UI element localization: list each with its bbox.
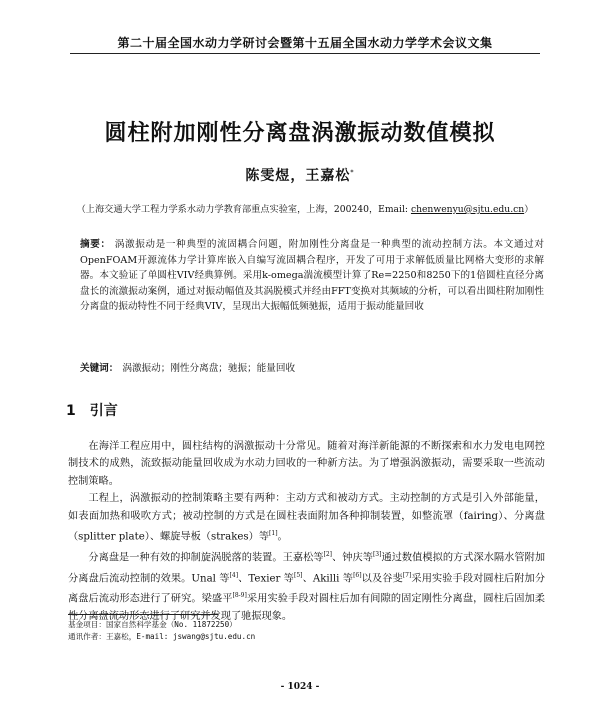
citation-ref: [8-9]	[232, 592, 247, 600]
author-line	[40, 165, 560, 185]
p3-text-b: 、钟庆等	[332, 552, 373, 564]
citation-ref: [4]	[229, 571, 239, 579]
running-header: 第二十届全国水动力学研讨会暨第十五届全国水动力学学术会议文集	[117, 36, 493, 50]
keywords-label: 关键词：	[80, 363, 119, 374]
citation-ref: [1]	[269, 530, 278, 538]
email-link[interactable]: chenwenyu@sjtu.edu.cn	[410, 204, 525, 215]
header-rule	[70, 53, 540, 54]
abstract-label: 摘要：	[80, 239, 111, 250]
keywords-text: 涡激振动；刚性分离盘；驰振；能量回收	[122, 363, 296, 374]
affiliation	[40, 201, 570, 215]
p3-text-e: 、Akilli 等	[302, 573, 354, 585]
corresponding-mark: *	[350, 169, 355, 177]
section-number: 1	[66, 403, 76, 419]
footnote-rule	[68, 614, 218, 615]
citation-ref: [6]	[353, 571, 362, 579]
paper-title: 圆柱附加刚性分离盘涡激振动数值模拟	[104, 121, 496, 146]
citation-ref: [7]	[402, 571, 412, 579]
p3-text-h: 采用实验手段对圆柱后加有间隙的固定刚性分离盘，圆柱后固加柔性分离盘流动形态进行了研究并发现了驰振现象。	[68, 593, 545, 623]
p3-text-f: 以及谷斐	[361, 573, 403, 585]
p3-text-d: 、Texier 等	[238, 573, 294, 585]
p2-end: 。	[277, 531, 288, 543]
section-title: 引言	[89, 403, 118, 419]
authors: 陈雯煜，王嘉松	[245, 168, 351, 184]
citation-ref: [3]	[372, 550, 382, 558]
affiliation-text: （上海交通大学工程力学系水动力学教育部重点实验室，上海，200240，Email:	[76, 204, 411, 215]
page-number: - 1024 -	[280, 682, 320, 692]
p3-text-c: 通过数值模拟的方式深水隔水管附加分离盘后流动控制的效果。Unal 等	[68, 552, 546, 585]
footnotes	[68, 619, 538, 643]
p3-text-g: 采用实验手段对圆柱后附加分离盘后流动形态进行了研究。梁盛平	[68, 573, 546, 605]
body-text	[68, 438, 545, 626]
body-paragraph-1: 在海洋工程应用中，圆柱结构的涡激振动十分常见。随着对海洋新能源的不断探索和水力发电电网控制技术的成熟，流致振动能量回收成为水动力回收的一种新方法。为了增强涡激振动，需要采取一些流动控制策略。	[68, 441, 545, 487]
affiliation-close: ）	[524, 204, 534, 215]
citation-ref: [5]	[293, 571, 303, 579]
body-paragraph-2	[68, 490, 545, 546]
p3-text-a: 分离盘是一种有效的抑制旋涡脱落的装置。王嘉松等	[88, 552, 324, 564]
abstract	[80, 237, 544, 315]
citation-ref: [2]	[323, 550, 333, 558]
abstract-text: 涡激振动是一种典型的流固耦合问题，附加刚性分离盘是一种典型的流动控制方法。本文通过对OpenFOAM开源流体力学计算库嵌入自编写流固耦合程序，开发了可用于求解低质量比网格大变形的求解器。本文验证了单圆柱VIV经典算例。采用k-omega湍流模型计算了Re=2250和8250下的1倍圆柱直径分离盘长的流激振动案例，通过对振动幅值及其涡脱模式并经由FFT变换对其频域的分析，可以看出圆柱附加刚性分离盘的振动特性不同于经典VIV，呈现出大振幅低频驰振，适用于振动能量回收	[80, 239, 545, 313]
p2-text: 工程上，涡激振动的控制策略主要有两种：主动方式和被动方式。主动控制的方式是引入外部能量，如表面加热和吸吹方式；被动控制的方式是在圆柱表面附加各种抑制装置，如整流罩（fairing）、分离盘（splitter plate）、螺旋导板（strakes）等	[68, 493, 545, 543]
section-heading	[66, 400, 118, 420]
footnote-contact: 通讯作者：王嘉松，E-mail: jswang@sjtu.edu.cn	[68, 632, 256, 641]
footnote-fund: 基金项目：国家自然科学基金（No. 11872250）	[68, 620, 237, 629]
keywords	[80, 361, 544, 376]
